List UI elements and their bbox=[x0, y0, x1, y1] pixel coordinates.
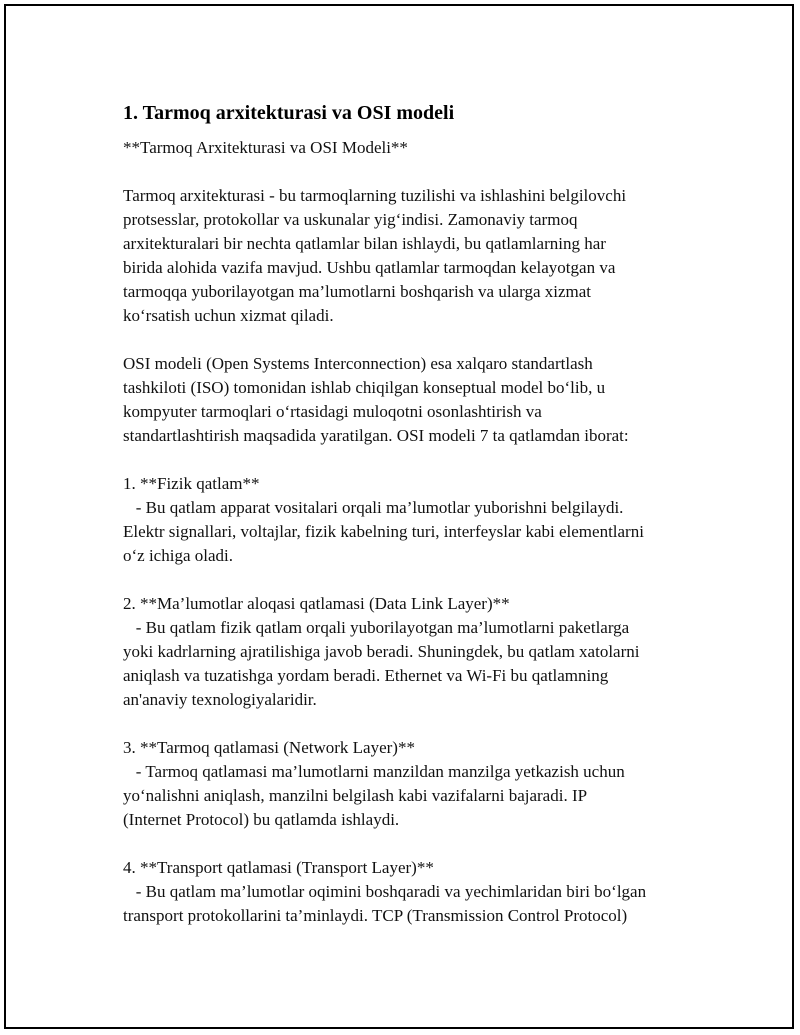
list-item-heading: 1. **Fizik qatlam** bbox=[123, 474, 260, 493]
paragraph-line: Tarmoq arxitekturasi - bu tarmoqlarning tuzilishi va ishlashini belgilovchi bbox=[123, 186, 627, 205]
list-item-heading: 3. **Tarmoq qatlamasi (Network Layer)** bbox=[123, 738, 415, 757]
paragraph-architecture bbox=[123, 184, 723, 328]
page-frame bbox=[4, 4, 794, 1029]
paragraph-line: OSI modeli (Open Systems Interconnection) esa xalqaro standartlash bbox=[123, 354, 593, 373]
list-item-physical-layer bbox=[123, 472, 723, 568]
list-item-heading: 2. **Ma’lumotlar aloqasi qatlamasi (Data Link Layer)** bbox=[123, 594, 510, 613]
paragraph-line: arxitekturalari bir nechta qatlamlar bilan ishlaydi, bu qatlamlarning har bbox=[123, 234, 606, 253]
document-subtitle: **Tarmoq Arxitekturasi va OSI Modeli** bbox=[123, 138, 408, 157]
paragraph-line: protsesslar, protokollar va uskunalar yig‘indisi. Zamonaviy tarmoq bbox=[123, 210, 578, 229]
paragraph-line: transport protokollarini ta’minlaydi. TCP (Transmission Control Protocol) bbox=[123, 906, 628, 925]
paragraph-line: yoki kadrlarning ajratilishiga javob beradi. Shuningdek, bu qatlam xatolarni bbox=[123, 642, 640, 661]
paragraph-line: (Internet Protocol) bu qatlamda ishlaydi. bbox=[123, 810, 400, 829]
document-body bbox=[123, 100, 723, 928]
paragraph-line: Elektr signallari, voltajlar, fizik kabelning turi, interfeyslar kabi elementlarni bbox=[123, 522, 644, 541]
list-item-heading: 4. **Transport qatlamasi (Transport Layer)** bbox=[123, 858, 434, 877]
document-title: 1. Tarmoq arxitekturasi va OSI modeli bbox=[123, 102, 455, 124]
paragraph-line: aniqlash va tuzatishga yordam beradi. Ethernet va Wi-Fi bu qatlamning bbox=[123, 666, 609, 685]
paragraph-line: tashkiloti (ISO) tomonidan ishlab chiqilgan konseptual model bo‘lib, u bbox=[123, 378, 606, 397]
paragraph-line: yo‘nalishni aniqlash, manzilni belgilash kabi vazifalarni bajaradi. IP bbox=[123, 786, 588, 805]
paragraph-line: - Tarmoq qatlamasi ma’lumotlarni manzildan manzilga yetkazish uchun bbox=[123, 762, 625, 781]
list-item-network-layer bbox=[123, 736, 723, 832]
list-item-data-link-layer bbox=[123, 592, 723, 712]
paragraph-line: - Bu qatlam ma’lumotlar oqimini boshqaradi va yechimlaridan biri bo‘lgan bbox=[123, 882, 647, 901]
paragraph-line: an'anaviy texnologiyalaridir. bbox=[123, 690, 317, 709]
paragraph-osi-intro bbox=[123, 352, 723, 448]
paragraph-line: - Bu qatlam apparat vositalari orqali ma’lumotlar yuborishni belgilaydi. bbox=[123, 498, 624, 517]
paragraph-line: - Bu qatlam fizik qatlam orqali yuborilayotgan ma’lumotlarni paketlarga bbox=[123, 618, 630, 637]
paragraph-line: standartlashtirish maqsadida yaratilgan. OSI modeli 7 ta qatlamdan iborat: bbox=[123, 426, 629, 445]
paragraph-line: tarmoqqa yuborilayotgan ma’lumotlarni boshqarish va ularga xizmat bbox=[123, 282, 592, 301]
paragraph-line: kompyuter tarmoqlari o‘rtasidagi muloqotni osonlashtirish va bbox=[123, 402, 542, 421]
paragraph-line: birida alohida vazifa mavjud. Ushbu qatlamlar tarmoqdan kelayotgan va bbox=[123, 258, 616, 277]
paragraph-line: o‘z ichiga oladi. bbox=[123, 546, 233, 565]
list-item-transport-layer bbox=[123, 856, 723, 928]
paragraph-line: ko‘rsatish uchun xizmat qiladi. bbox=[123, 306, 334, 325]
